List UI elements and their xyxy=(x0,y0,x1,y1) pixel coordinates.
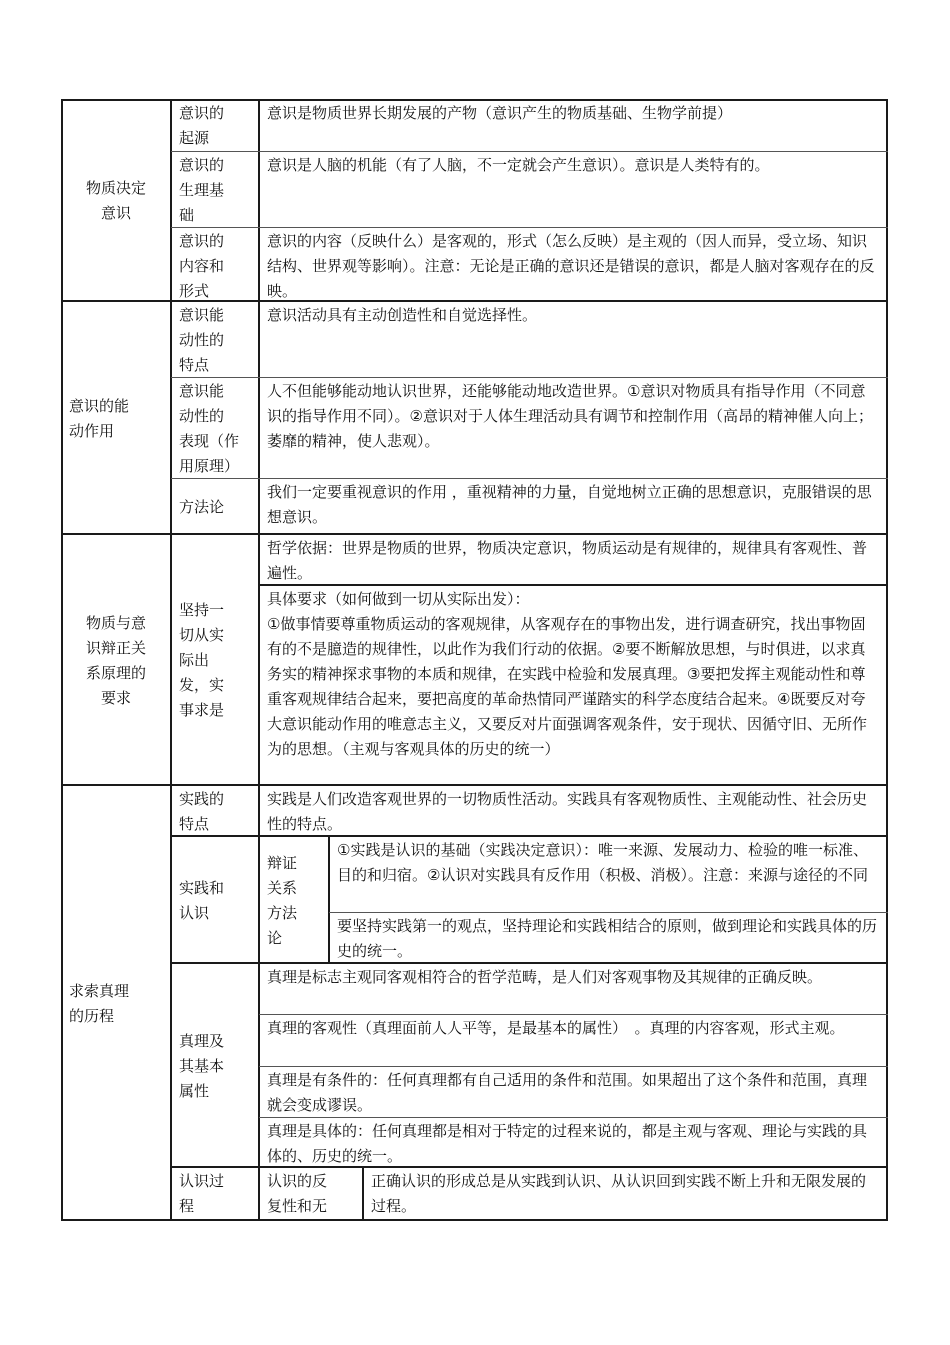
table-border-top xyxy=(61,99,888,101)
category-matter-determines-consciousness: 物质决定 意识 xyxy=(85,179,146,222)
truth-conditional: 真理是有条件的：任何真理都有自己适用的条件和范围。如果超出了这个条件和范围，真理就会变成谬误。 xyxy=(267,1071,868,1114)
row-divider xyxy=(171,377,888,378)
content-methodology: 我们一定要重视意识的作用 ，重视精神的力量，自觉地树立正确的思想意识，克服错误的思想意识。 xyxy=(267,483,872,526)
sub-truth-attributes: 真理及 其基本 属性 xyxy=(179,1031,225,1100)
content-physiological-basis: 意识是人脑的机能（有了人脑，不一定就会产生意识）。意识是人类特有的。 xyxy=(267,156,770,174)
row-divider xyxy=(171,1166,888,1168)
knowledge-table xyxy=(61,99,888,1221)
content-origin: 意识是物质世界长期发展的产物（意识产生的物质基础、生物学前提） xyxy=(267,104,733,122)
label-cognition-repetition: 认识的反 复性和无 xyxy=(267,1172,328,1215)
column-divider-2 xyxy=(258,99,260,1221)
category-pursuit-of-truth: 求索真理 的历程 xyxy=(69,982,130,1025)
sub-active-features: 意识能 动性的 特点 xyxy=(179,306,225,374)
category-dialectical-requirements: 物质与意 识辩正关 系原理的 要求 xyxy=(85,613,146,707)
sub-cognition-process: 认识过 程 xyxy=(179,1172,225,1215)
table-border-bottom xyxy=(61,1219,888,1221)
row-divider xyxy=(171,151,888,152)
section-divider-1 xyxy=(61,300,888,302)
section-divider-3 xyxy=(61,784,888,786)
sub-origin: 意识的 起源 xyxy=(179,104,225,147)
column-divider-inner-2 xyxy=(362,1167,364,1221)
content-practice-method: 要坚持实践第一的观点，坚持理论和实践相结合的原则，做到理论和实践具体的历史的统一。 xyxy=(337,917,878,960)
row-divider xyxy=(259,1066,888,1067)
row-divider xyxy=(259,1117,888,1118)
sub-active-manifestation: 意识能 动性的 表现（作 用原理） xyxy=(179,382,240,475)
sub-methodology: 方法论 xyxy=(179,497,225,516)
truth-definition: 真理是标志主观同客观相符合的哲学范畴，是人们对客观事物及其规律的正确反映。 xyxy=(267,968,823,986)
row-divider xyxy=(171,962,888,964)
table-border-right xyxy=(886,99,888,1221)
sub-content-and-form: 意识的 内容和 形式 xyxy=(179,232,225,300)
row-divider xyxy=(171,227,888,228)
row-divider xyxy=(171,478,888,479)
row-divider xyxy=(329,912,888,913)
table-border-left xyxy=(61,99,63,1221)
content-cognition-process: 正确认识的形成总是从实践到认识、从认识回到实践不断上升和无限发展的过程。 xyxy=(371,1172,867,1215)
truth-concrete: 真理是具体的：任何真理都是相对于特定的过程来说的，都是主观与客观、理论与实践的具体的、历史的统一。 xyxy=(267,1122,868,1165)
content-philosophical-basis: 哲学依据：世界是物质的世界，物质决定意识，物质运动是有规律的，规律具有客观性、普遍性。 xyxy=(267,539,868,582)
section-divider-2 xyxy=(61,533,888,535)
row-divider xyxy=(259,584,888,586)
row-divider xyxy=(259,1014,888,1015)
content-content-and-form: 意识的内容（反映什么）是客观的，形式（怎么反映）是主观的（因人而异，受立场、知识结构、世界观等影响）。注意：无论是正确的意识还是错误的意识，都是人脑对客观存在的反映。 xyxy=(267,232,875,300)
content-dialectical-relation: ①实践是认识的基础（实践决定意识）：唯一来源、发展动力、检验的唯一标准、目的和归宿。②认识对实践具有反作用（积极、消极）。注意：来源与途径的不同 xyxy=(337,841,868,884)
sub-practice-features: 实践的 特点 xyxy=(179,790,225,833)
column-divider-inner-1 xyxy=(328,836,330,963)
content-practice-features: 实践是人们改造客观世界的一切物质性活动。实践具有客观物质性、主观能动性、社会历史性的特点。 xyxy=(267,790,868,833)
category-active-role-of-consciousness: 意识的能 动作用 xyxy=(69,396,130,440)
sub-practice-and-cognition: 实践和 认识 xyxy=(179,878,225,922)
content-active-manifestation: 人不但能够能动地认识世界，还能够能动地改造世界。①意识对物质具有指导作用（不同意识的指导作用不同）。②意识对于人体生理活动具有调节和控制作用（高昂的精神催人向上；萎靡的精神，使人悲观）。 xyxy=(267,382,873,450)
label-dialectical-relation: 辩证 关系 方法 论 xyxy=(267,853,298,947)
row-divider xyxy=(171,835,888,837)
sub-physiological-basis: 意识的 生理基 础 xyxy=(179,156,225,224)
truth-objectivity: 真理的客观性（真理面前人人平等，是最基本的属性） 。真理的内容客观，形式主观。 xyxy=(267,1019,845,1037)
content-active-features: 意识活动具有主动创造性和自觉选择性。 xyxy=(267,306,538,324)
content-specific-requirements: 具体要求（如何做到一切从实际出发）： ①做事情要尊重物质运动的客观规律，从客观存在的事物出发，进行调查研究，找出事物固有的不是臆造的规律性，以此作为我们行动的依据。②要不断解放思想，与时俱进，以求真务实的精神探求事物的本质和规律，在实践中检验和发展真理。③要把发挥主观能动性和尊重客观规律结合起来，要把高度的革命热情同严谨踏实的科学态度结合起来。④既要反对夸大意识能动作用的唯意志主义，又要反对片面强调客观条件，安于现状、因循守旧、无所作为的思想。（主观与客观具体的历史的统一） xyxy=(267,590,868,758)
column-divider-1 xyxy=(170,99,172,1221)
sub-seek-truth-from-facts: 坚持一 切从实 际出 发，实 事求是 xyxy=(179,601,225,719)
